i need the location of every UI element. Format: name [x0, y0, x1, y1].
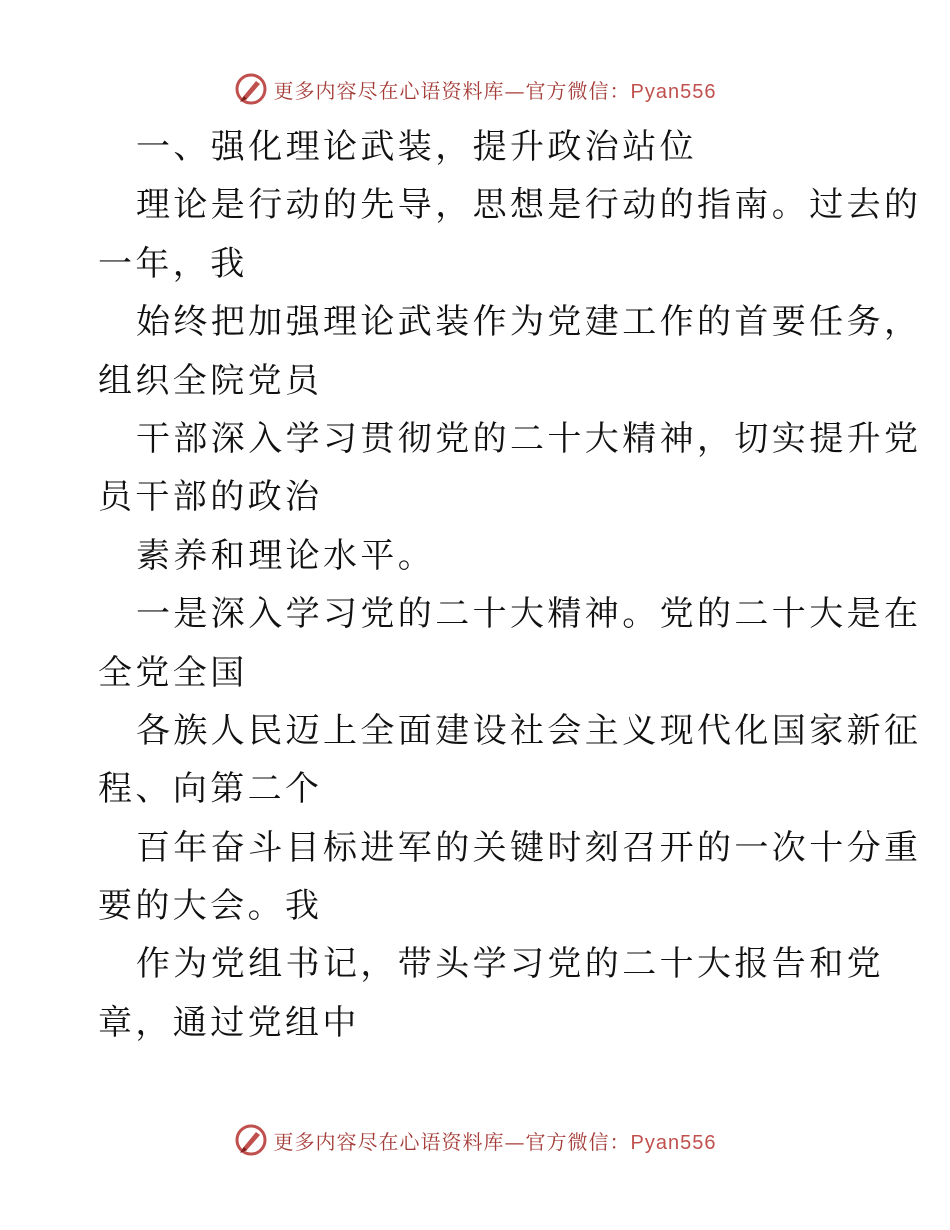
text-line: 一年，我: [98, 243, 248, 284]
text-line: 章，通过党组中: [98, 1002, 360, 1043]
text-line: 一是深入学习党的二十大精神。党的二十大是在: [136, 594, 922, 635]
text-line: 全党全国: [98, 652, 248, 693]
footer-banner-text: [274, 1126, 717, 1155]
text-line: 程、向第二个: [98, 769, 323, 810]
text-line: 理论是行动的先导，思想是行动的指南。过去的: [136, 185, 922, 226]
header-banner-text: [274, 75, 717, 104]
footer-banner: [0, 1123, 950, 1157]
quill-pen-logo-icon: [234, 72, 268, 106]
text-line: 作为党组书记，带头学习党的二十大报告和党: [136, 944, 884, 985]
section-heading: 一、强化理论武装，提升政治站位: [136, 127, 697, 167]
text-line: 素养和理论水平。: [136, 535, 436, 576]
footer-wechat-id: Pyan556: [630, 1131, 717, 1154]
header-banner-label: 更多内容尽在心语资料库—官方微信：: [273, 78, 631, 103]
quill-pen-logo-icon: [234, 1123, 268, 1157]
text-line: 组织全院党员: [98, 360, 323, 401]
text-line: 始终把加强理论武装作为党建工作的首要任务，: [136, 302, 922, 343]
text-line: 要的大会。我: [98, 886, 323, 927]
header-wechat-id: Pyan556: [630, 80, 717, 103]
document-body: [98, 118, 922, 1052]
text-line: 员干部的政治: [98, 477, 323, 518]
footer-banner-label: 更多内容尽在心语资料库—官方微信：: [273, 1129, 631, 1154]
text-line: 干部深入学习贯彻党的二十大精神，切实提升党: [136, 418, 922, 459]
text-line: 各族人民迈上全面建设社会主义现代化国家新征: [136, 710, 922, 751]
text-line: 百年奋斗目标进军的关键时刻召开的一次十分重: [136, 827, 922, 868]
header-banner: [0, 72, 950, 106]
